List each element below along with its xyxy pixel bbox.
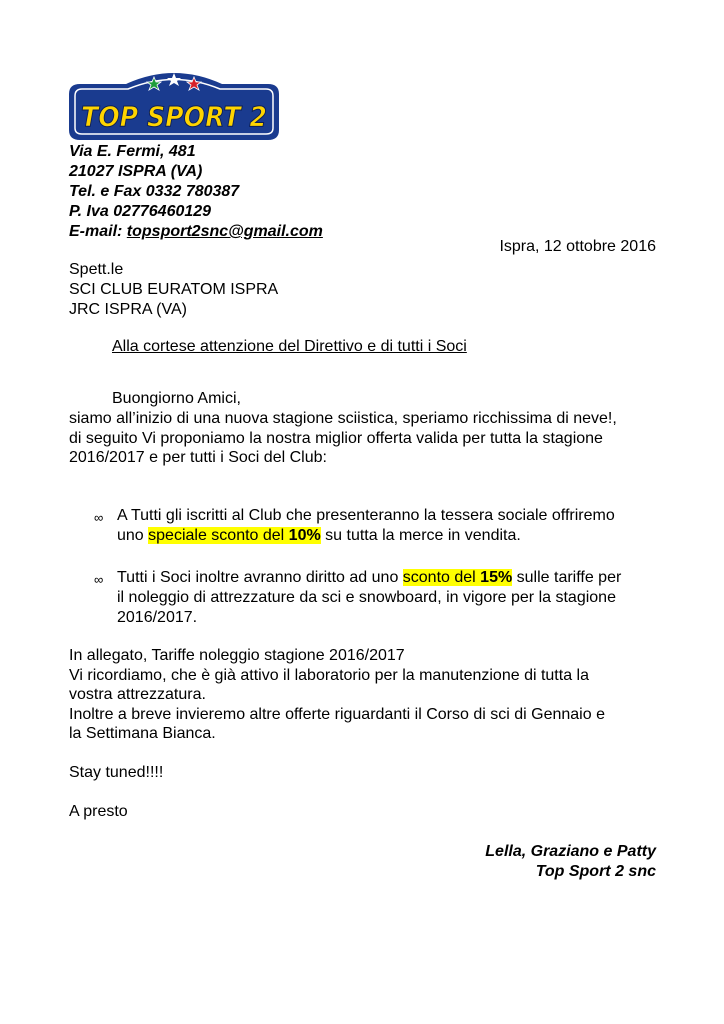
offer-line — [117, 568, 667, 588]
letter-greeting: Buongiorno Amici, — [112, 390, 241, 407]
sender-phone: Tel. e Fax 0332 780387 — [69, 183, 240, 200]
sender-address: Via E. Fermi, 481 — [69, 143, 196, 160]
closing-line: la Settimana Bianca. — [69, 725, 216, 742]
sender-email-label: E-mail: — [69, 223, 127, 240]
top-sport-2-logo — [66, 64, 282, 142]
stay-tuned-text: Stay tuned!!!! — [69, 764, 164, 781]
offer-line: A Tutti gli iscritti al Club che presenteranno la tessera sociale offriremo — [117, 507, 615, 524]
recipient-name: SCI CLUB EURATOM ISPRA — [69, 281, 279, 298]
sender-block — [69, 142, 323, 242]
logo-emblem-icon — [66, 64, 282, 142]
highlight-discount — [403, 569, 512, 586]
offer-item-text — [117, 568, 667, 628]
infinity-bullet-icon: ∞ — [94, 572, 104, 587]
recipient-block — [69, 260, 278, 320]
signature-block — [485, 842, 656, 882]
recipient-location: JRC ISPRA (VA) — [69, 301, 187, 318]
signature-names: Lella, Graziano e Patty — [485, 843, 656, 860]
sender-email-link[interactable]: topsport2snc@gmail.com — [126, 223, 323, 240]
offer-text: sulle tariffe per — [512, 569, 622, 586]
intro-line: 2016/2017 e per tutti i Soci del Club: — [69, 449, 327, 466]
letter-subject: Alla cortese attenzione del Direttivo e di tutti i Soci — [112, 338, 467, 355]
offer-line: 2016/2017. — [117, 609, 198, 626]
offer-text: uno — [117, 527, 149, 544]
offer-text: Tutti i Soci inoltre avranno diritto ad uno — [117, 569, 403, 586]
letter-date: Ispra, 12 ottobre 2016 — [499, 238, 656, 255]
offer-text: su tutta la merce in vendita. — [320, 527, 521, 544]
intro-line: di seguito Vi proponiamo la nostra miglior offerta valida per tutta la stagione — [69, 429, 603, 447]
intro-line: siamo all’inizio di una nuova stagione sciistica, speriamo ricchissima di neve!, — [69, 410, 617, 427]
discount-percent: 15% — [480, 569, 513, 586]
recipient-salutation: Spett.le — [69, 261, 124, 278]
sender-vat: P. Iva 02776460129 — [69, 203, 212, 220]
offer-line: il noleggio di attrezzature da sci e snowboard, in vigore per la stagione — [117, 589, 616, 606]
offer-item-text — [117, 506, 667, 546]
highlight-text: sconto del — [402, 569, 481, 586]
svg-text:TOP SPORT 2: TOP SPORT 2 — [81, 100, 267, 133]
sender-email-line — [69, 222, 323, 242]
offer-line — [117, 526, 667, 546]
discount-percent: 10% — [288, 527, 321, 544]
closing-line: vostra attrezzatura. — [69, 686, 206, 703]
closing-line: In allegato, Tariffe noleggio stagione 2016/2017 — [69, 647, 405, 664]
highlight-text: speciale sconto del — [148, 527, 289, 544]
intro-paragraph — [69, 409, 669, 468]
closing-line: Vi ricordiamo, che è già attivo il laboratorio per la manutenzione di tutta la — [69, 666, 589, 684]
signature-company: Top Sport 2 snc — [535, 863, 656, 880]
sender-city: 21027 ISPRA (VA) — [69, 163, 203, 180]
closing-paragraph — [69, 646, 669, 744]
infinity-bullet-icon: ∞ — [94, 510, 104, 525]
closing-line: Inoltre a breve invieremo altre offerte riguardanti il Corso di sci di Gennaio e — [69, 705, 605, 723]
highlight-discount — [148, 527, 321, 544]
farewell-text: A presto — [69, 803, 128, 820]
